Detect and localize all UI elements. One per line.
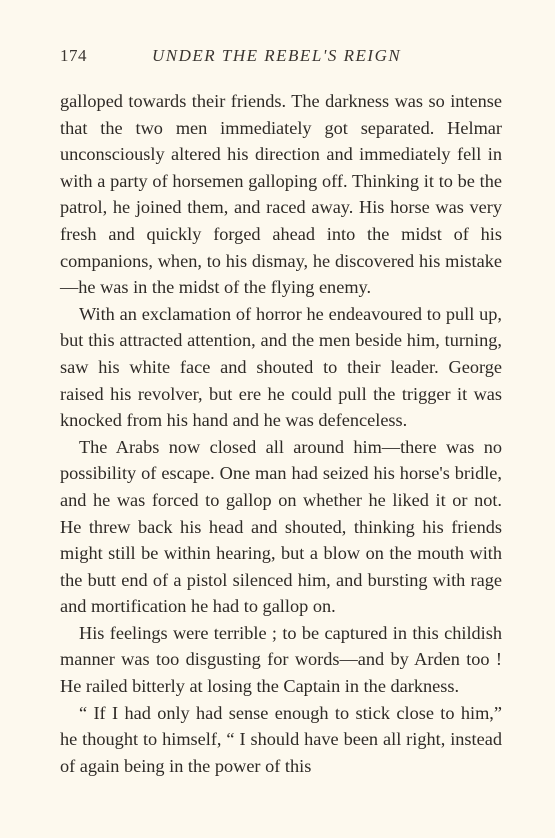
paragraph: “ If I had only had sense enough to stick close to him,” he thought to himself, “ I should have been all right, instead of again being in the power of this: [60, 702, 502, 776]
running-title: UNDER THE REBEL'S REIGN: [152, 46, 402, 65]
paragraph: The Arabs now closed all around him—there was no possibility of escape. One man had seized his horse's bridle, and he was forced to gallop on whether he liked it or not. He threw back his head and shouted, thinking his friends might still be within hearing, but a blow on the mouth with the butt end of a pistol silenced him, and bursting with rage and mortification he had to gallop on.: [60, 436, 502, 617]
paragraph: His feelings were terrible ; to be captured in this childish manner was too disgusting for words—and by Arden too ! He railed bitterly at losing the Captain in the darkness.: [60, 622, 502, 697]
paragraph: With an exclamation of horror he endeavoured to pull up, but this attracted attention, and the men beside him, turning, saw his white face and shouted to their leader. George raised his revolver, but ere he could pull the trigger it was knocked from his hand and he was defenceless.: [60, 303, 502, 431]
page-number: 174: [60, 46, 87, 65]
paragraph: galloped towards their friends. The darkness was so intense that the two men immediately got separated. Helmar unconsciously altered his direction and immediately fell in with a party of horsemen galloping off. Thinking it to be the patrol, he joined them, and raced away. His horse was very fresh and quickly forged ahead into the midst of his companions, when, to his dismay, he discovered his mistake—he was in the midst of the flying enemy.: [60, 91, 502, 298]
running-head: [60, 46, 502, 72]
body-text: [60, 88, 502, 779]
